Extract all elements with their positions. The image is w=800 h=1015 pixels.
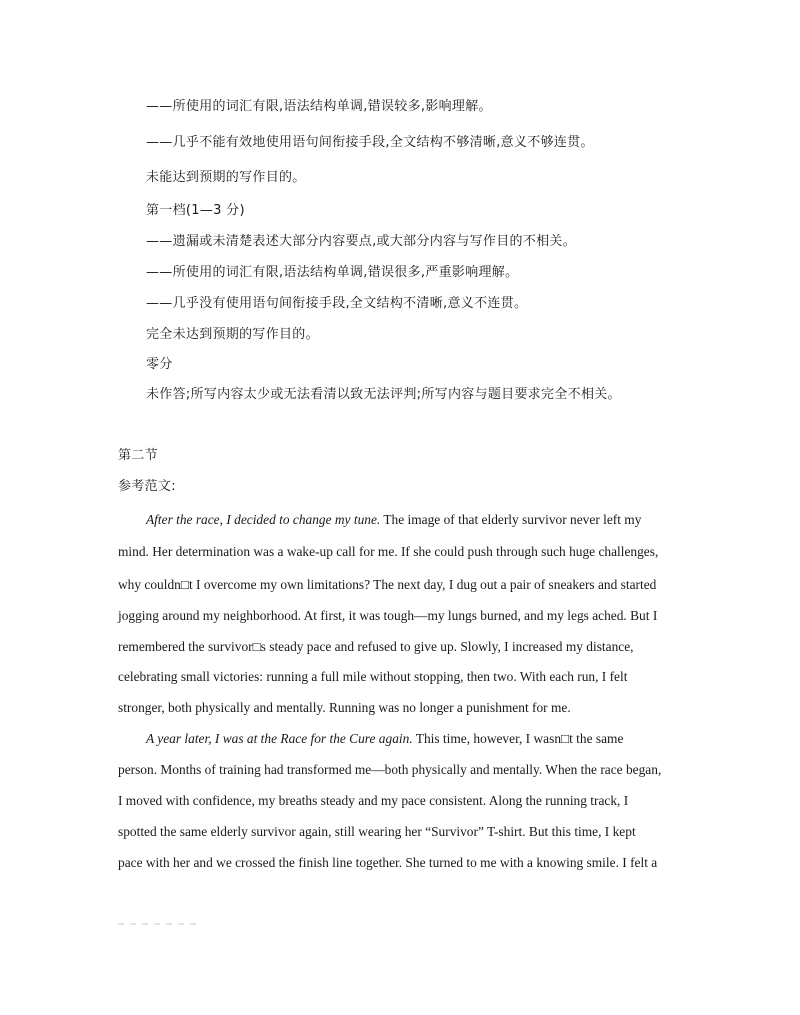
essay-p1-line-1-rest: The image of that elderly survivor never left my <box>380 512 642 527</box>
essay-p1-line-2: mind. Her determination was a wake-up call for me. If she could push through such huge challenges, <box>118 544 659 559</box>
rubric-band1-content: ——遗漏或未清楚表述大部分内容要点,或大部分内容与写作目的不相关。 <box>146 234 577 249</box>
rubric-band1-vocab: ——所使用的词汇有限,语法结构单调,错误很多,严重影响理解。 <box>146 265 519 280</box>
essay-p2-line-1-rest: This time, however, I wasn□t the same <box>412 731 624 746</box>
rubric-band1-goal: 完全未达到预期的写作目的。 <box>146 327 319 342</box>
essay-p2-line-3: I moved with confidence, my breaths steady and my pace consistent. Along the running track, I <box>118 793 629 808</box>
rubric-zero-heading: 零分 <box>146 357 173 372</box>
essay-p1-line-5: remembered the survivor□s steady pace and refused to give up. Slowly, I increased my distance, <box>118 639 634 654</box>
rubric-band2-cohesion: ——几乎不能有效地使用语句间衔接手段,全文结构不够清晰,意义不够连贯。 <box>146 135 594 150</box>
essay-p2-lead: A year later, I was at the Race for the Cure again. <box>146 731 413 746</box>
essay-p1-line-6: celebrating small victories: running a full mile without stopping, then two. With each run, I felt <box>118 669 628 684</box>
faint-footer-mark <box>118 923 198 925</box>
rubric-band1-heading: 第一档(1—3 分) <box>146 203 245 218</box>
rubric-band2-vocab: ——所使用的词汇有限,语法结构单调,错误较多,影响理解。 <box>146 99 492 114</box>
section-title: 第二节 <box>118 448 158 463</box>
essay-p1-line-7: stronger, both physically and mentally. Running was no longer a punishment for me. <box>118 700 571 715</box>
essay-p2-line-1 <box>146 732 623 745</box>
rubric-band1-cohesion: ——几乎没有使用语句间衔接手段,全文结构不清晰,意义不连贯。 <box>146 296 528 311</box>
essay-p1-lead: After the race, I decided to change my tune. <box>146 512 381 527</box>
essay-p1-line-4: jogging around my neighborhood. At first, it was tough—my lungs burned, and my legs ached. But I <box>118 608 658 623</box>
essay-p1-line-1 <box>146 513 641 526</box>
essay-p2-line-4: spotted the same elderly survivor again, still wearing her “Survivor” T-shirt. But this time, I kept <box>118 824 636 839</box>
essay-p2-line-2: person. Months of training had transformed me—both physically and mentally. When the race began, <box>118 762 662 777</box>
rubric-zero-desc: 未作答;所写内容太少或无法看清以致无法评判;所写内容与题目要求完全不相关。 <box>146 387 621 402</box>
rubric-band2-goal: 未能达到预期的写作目的。 <box>146 170 306 185</box>
essay-p1-line-3: why couldn□t I overcome my own limitations? The next day, I dug out a pair of sneakers and started <box>118 577 657 592</box>
sample-essay-label: 参考范文: <box>118 479 176 494</box>
essay-p2-line-5: pace with her and we crossed the finish line together. She turned to me with a knowing smile. I felt a <box>118 855 658 870</box>
